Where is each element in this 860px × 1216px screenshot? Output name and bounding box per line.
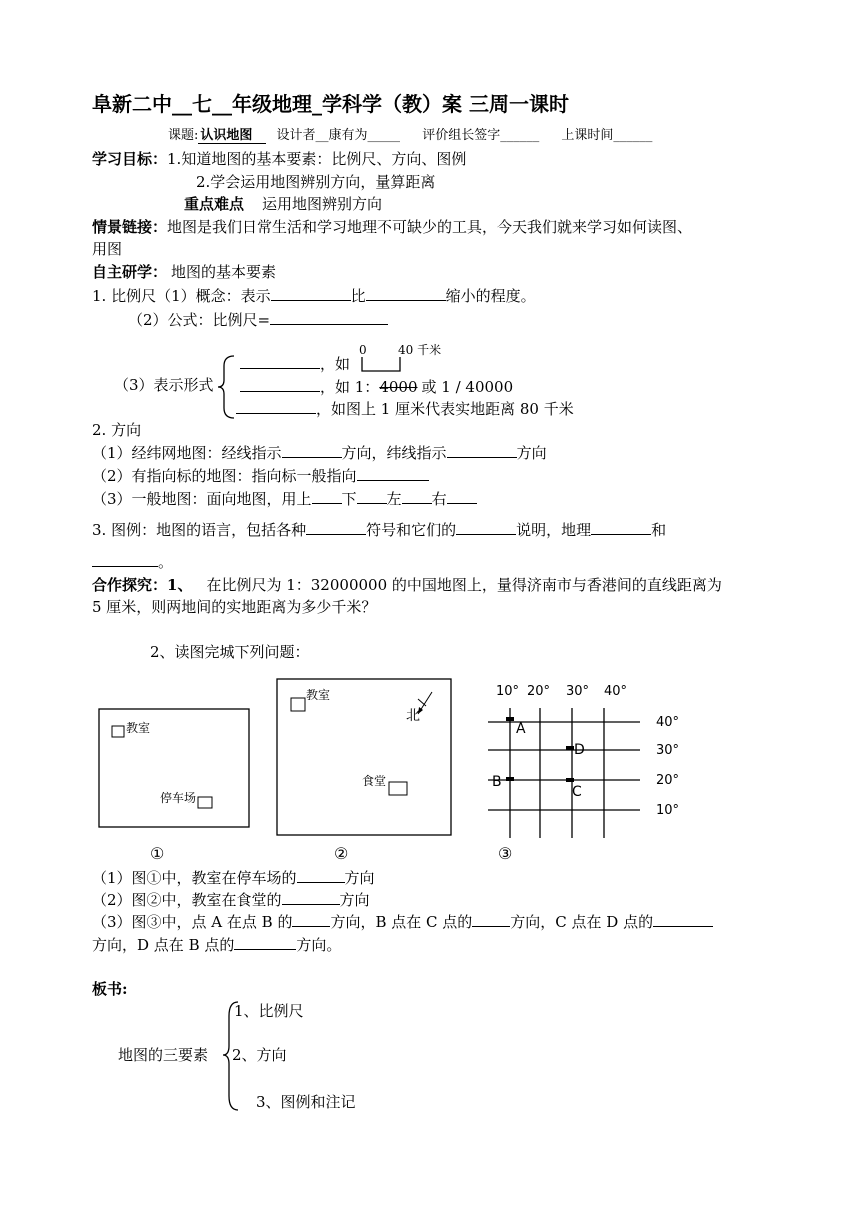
blank <box>297 868 345 883</box>
scale-formula-text: （2）公式：比例尺= <box>128 311 271 329</box>
blank <box>240 377 320 392</box>
question-3-b: 方向，B 点在 C 点的 <box>330 913 473 931</box>
direction-heading: 2. 方向 <box>92 421 142 439</box>
objective-1: 1.知道地图的基本要素：比例尺、方向、图例 <box>167 150 467 168</box>
figure-3-grid <box>484 706 644 840</box>
board-item-3: 3、图例和注记 <box>256 1093 356 1111</box>
scene-label: 情景链接： <box>92 218 168 236</box>
coop-label: 合作探究：1、 <box>92 576 193 594</box>
question-2-a: （2）图②中，教室在食堂的 <box>92 891 282 909</box>
figure-1-number: ① <box>150 844 165 863</box>
blank <box>236 399 316 414</box>
fig1-classroom-label: 教室 <box>126 721 151 735</box>
blank <box>472 912 510 927</box>
lat-40: 40° <box>656 715 680 730</box>
scalebar-forty: 40 千米 <box>398 343 442 357</box>
question-1 <box>92 868 375 888</box>
form-1-suffix: ，如 <box>320 355 351 373</box>
blank <box>306 520 366 535</box>
point-d: D <box>574 742 585 758</box>
coop-q2: 2、读图完城下列问题： <box>150 643 310 661</box>
coop-line1 <box>92 576 722 595</box>
question-2 <box>92 890 370 910</box>
form-2 <box>240 377 513 397</box>
question-3-d: 方向，D 点在 B 点的 <box>92 936 235 954</box>
board-item-1: 1、比例尺 <box>234 1002 304 1020</box>
question-1-a: （1）图①中，教室在停车场的 <box>92 869 297 887</box>
scale-concept-c: 缩小的程度。 <box>445 287 536 305</box>
scale-concept-a: 1. 比例尺（1）概念：表示 <box>92 287 271 305</box>
lon-20: 20° <box>527 684 551 699</box>
objectives-label: 学习目标： <box>92 150 168 168</box>
direction-3-d: 右 <box>431 490 447 508</box>
figure-3-number: ③ <box>498 844 513 863</box>
blank <box>357 489 387 504</box>
lon-10: 10° <box>496 684 520 699</box>
class-time: 上课时间______ <box>561 128 653 143</box>
blank <box>92 552 158 567</box>
legend-line <box>92 520 666 540</box>
form-2-strike: 4000 <box>379 378 418 396</box>
scene-text-1: 地图是我们日常生活和学习地理不可缺少的工具，今天我们就来学习如何读图、 <box>167 218 693 236</box>
board-label: 板书: <box>92 980 128 998</box>
direction-3-a: （3）一般地图：面向地图，用上 <box>92 490 312 508</box>
lat-10: 10° <box>656 803 680 818</box>
lat-20: 20° <box>656 773 680 788</box>
scene-line1 <box>92 218 692 237</box>
question-3-e: 方向。 <box>296 936 342 954</box>
fig1-parking-label: 停车场 <box>160 791 197 805</box>
blank <box>312 489 342 504</box>
scale-formula <box>128 310 388 330</box>
fig2-canteen-label: 食堂 <box>362 774 387 788</box>
blank <box>447 489 477 504</box>
key-points <box>184 195 382 214</box>
question-3-a: （3）图③中，点 A 在点 B 的 <box>92 913 293 931</box>
blank <box>282 443 342 458</box>
legend-end: 。 <box>158 553 174 571</box>
point-c: C <box>572 784 582 800</box>
blank <box>240 354 320 369</box>
blank <box>282 890 340 905</box>
page-title: 阜新二中__七__年级地理_学科学（教）案 三周一课时 <box>92 92 569 116</box>
blank <box>292 912 330 927</box>
board-root: 地图的三要素 <box>118 1046 209 1064</box>
selfstudy-line <box>92 263 276 282</box>
lon-40: 40° <box>604 684 628 699</box>
point-a: A <box>516 721 526 737</box>
blank <box>357 466 429 481</box>
question-2-b: 方向 <box>339 891 370 909</box>
direction-3-c: 左 <box>386 490 402 508</box>
scalebar-zero: 0 <box>359 343 367 357</box>
form-1 <box>240 354 350 374</box>
topic-label: 课题: <box>168 128 199 143</box>
blank <box>447 443 517 458</box>
coop-text-2: 5 厘米，则两地间的实地距离为多少千米？ <box>92 598 377 616</box>
form-2-rest: 或 1 / 40000 <box>421 378 514 396</box>
figure-2 <box>276 678 454 840</box>
point-b: B <box>492 774 502 790</box>
scale-forms-label: （3）表示形式 <box>114 376 214 394</box>
direction-2-a: （2）有指向标的地图：指向标一般指向 <box>92 467 357 485</box>
blank <box>653 912 713 927</box>
question-3 <box>92 912 713 932</box>
blank <box>591 520 651 535</box>
selfstudy-text: 地图的基本要素 <box>171 263 277 281</box>
question-3-cont <box>92 935 341 955</box>
legend-c: 说明，地理 <box>516 521 592 539</box>
figure-1 <box>98 708 254 832</box>
objectives-line1 <box>92 150 466 169</box>
form-3 <box>236 399 574 419</box>
blank <box>271 286 351 301</box>
direction-2 <box>92 466 429 486</box>
scale-concept <box>92 286 536 306</box>
legend-a: 3. 图例：地图的语言，包括各种 <box>92 521 307 539</box>
form-2-suffix: ，如 1： <box>320 378 380 396</box>
direction-1-a: （1）经纬网地图：经线指示 <box>92 444 282 462</box>
blank <box>270 310 388 325</box>
coop-text-1: 在比例尺为 1：32000000 的中国地图上，量得济南市与香港间的直线距离为 <box>206 576 722 594</box>
legend-d: 和 <box>651 521 667 539</box>
north-arrow-label: 北 <box>406 708 420 724</box>
scene-text-2: 用图 <box>92 240 123 258</box>
direction-1 <box>92 443 547 463</box>
direction-1-b: 方向，纬线指示 <box>341 444 447 462</box>
reviewer-sign: 评价组长签字______ <box>422 128 540 143</box>
question-3-c: 方向，C 点在 D 点的 <box>510 913 654 931</box>
scalebar-icon <box>360 355 404 373</box>
blank <box>456 520 516 535</box>
figure-2-number: ② <box>334 844 349 863</box>
legend-line2 <box>92 552 173 572</box>
forms-brace <box>216 352 238 422</box>
fig2-classroom-label: 教室 <box>306 688 331 702</box>
blank <box>366 286 446 301</box>
legend-b: 符号和它们的 <box>366 521 457 539</box>
blank <box>234 935 296 950</box>
selfstudy-label: 自主研学： <box>92 263 168 281</box>
direction-1-c: 方向 <box>516 444 547 462</box>
objective-2: 2.学会运用地图辨别方向，量算距离 <box>196 173 436 191</box>
lat-30: 30° <box>656 743 680 758</box>
direction-3-b: 下 <box>341 490 357 508</box>
key-text: 运用地图辨别方向 <box>262 195 383 213</box>
board-item-2: 2、方向 <box>232 1046 287 1064</box>
scale-concept-b: 比 <box>350 287 366 305</box>
form-3-suffix: ，如图上 1 厘米代表实地距离 80 千米 <box>316 400 574 418</box>
lesson-meta <box>168 128 652 144</box>
designer: 设计者__康有为_____ <box>276 128 401 143</box>
question-1-b: 方向 <box>344 869 375 887</box>
lon-30: 30° <box>566 684 590 699</box>
topic-value: 认识地图 <box>198 128 266 144</box>
key-label: 重点难点 <box>184 195 245 213</box>
direction-3 <box>92 489 477 509</box>
blank <box>402 489 432 504</box>
